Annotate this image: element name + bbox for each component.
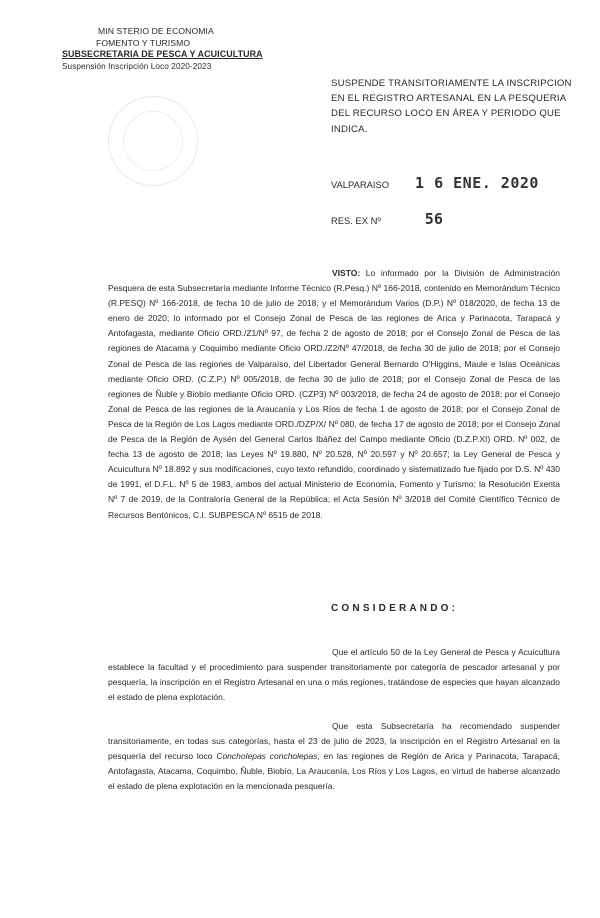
visto-label: VISTO: [332, 268, 361, 278]
stamped-date: 1 6 ENE. 2020 [415, 174, 539, 192]
species-name: Concholepas concholepas [216, 751, 318, 762]
place-label: VALPARAISO [331, 179, 390, 190]
visto-text: Lo informado por la División de Administración Pesquera de esta Subsecretaría mediante Informe Técnico (R.Pesq.) Nº 166-2018, contenido en Memorándum Técnico (R.PESQ) Nº 166-2018, de fecha 10 de julio de 2018, y el Memorándum Varios (D.P.) Nº 018/2020, de fecha 13 de enero de 2020; lo informado por el Consejo Zonal de Pesca de las regiones de Arica y Parinacota, Tarapacá y Antofagasta, mediante Oficio ORD./Z1/Nº 97, de fecha 2 de agosto de 2018; por el Consejo Zonal de Pesca de las regiones de Atacama y Coquimbo mediante Oficio ORD./Z2/Nº 47/2018, de fecha 30 de julio de 2018; por el Consejo Zonal de Pesca de las regiones de Valparaíso, del Libertador General Bernardo O'Higgins, Maule e Islas Oceánicas mediante Oficio ORD. (C.Z.P.) Nº 005/2018, de fecha 30 de julio de 2018; por el Consejo Zonal de Pesca de las regiones de Ñuble y Biobío mediante Oficio ORD. (CZP3) Nº 003/2018, de fecha 24 de agosto de 2018; por el Consejo Zonal de Pesca de las regiones de la Araucanía y Los Ríos de fecha 1 de agosto de 2018; por el Consejo Zonal de Pesca de la Región de Los Lagos mediante ORD./DZP/X/ Nº 080, de fecha 17 de agosto de 2018; por el Consejo Zonal de Pesca de la Región de Aysén del General Carlos Ibáñez del Campo mediante Oficio (D.Z.P.XI) ORD. Nº 002, de fecha 13 de agosto de 2018; las Leyes Nº 19.880, Nº 20.528, Nº 20.597 y Nº 20.657; la Ley General de Pesca y Acuicultura Nº 18.892 y sus modificaciones, cuyo texto refundido, coordinado y sistematizado fue fijado por D.S. Nº 430 de 1991, el D.F.L. Nº 5 de 1983, ambos del actual Ministerio de Economía, Fomento y Turismo; la Resolución Exenta Nº 7 de 2019, de la Contraloría General de la República; el Acta Sesión Nº 3/2018 del Comité Científico Técnico de Recursos Bentónicos, C.I. SUBPESCA Nº 6515 de 2018. [108, 268, 560, 520]
place-date-line [331, 174, 539, 192]
resolution-subject: SUSPENDE TRANSITORIAMENTE LA INSCRIPCION EN EL REGISTRO ARTESANAL EN LA PESQUERIA DEL RECURSO LOCO EN ÁREA Y PERIODO QUE INDICA. [331, 78, 572, 135]
undersecretariat-name: SUBSECRETARIA DE PESCA Y ACUICULTURA [62, 49, 263, 59]
ministry-subtitle: FOMENTO Y TURISMO [96, 37, 191, 48]
resolution-number-line [331, 210, 443, 228]
ministry-name: MIN STERIO DE ECONOMIA [98, 26, 214, 36]
letterhead [60, 26, 280, 72]
p2-text-end: , en las regiones de Región de Arica y Parinacota, Tarapacá, Antofagasta, Atacama, Coquimbo, Ñuble, Biobío, La Araucanía, Los Ríos y Los Lagos, en virtud de haberse alcanzado el estado de plena explotación en la mencionada pesquería. [108, 751, 560, 792]
document-reference: Suspensión Inscripción Loco 2020-2023 [62, 61, 212, 71]
resolution-label: RES. EX Nº [331, 215, 381, 226]
considerando-paragraph-2 [108, 719, 560, 794]
p2-text-start: Que esta Subsecretaría ha recomendado suspender transitoriamente, en todas sus categorías, hasta el 23 de julio de 2023, la inscripción en el Registro Artesanal en la pesquería del recurso loco [108, 721, 560, 762]
resolution-number: 56 [424, 210, 443, 228]
considerando-heading: CONSIDERANDO: [331, 603, 459, 614]
visto-paragraph [108, 266, 560, 523]
considerando-paragraph-1: Que el artículo 50 de la Ley General de Pesca y Acuicultura establece la facultad y el procedimiento para suspender transitoriamente por categoría de pescador artesanal y por pesquería, la inscripción en el Registro Artesanal en una o más regiones, tratándose de especies que hayan alcanzado el estado de plena explotación. [108, 647, 560, 703]
faded-seal-stamp [108, 96, 198, 186]
